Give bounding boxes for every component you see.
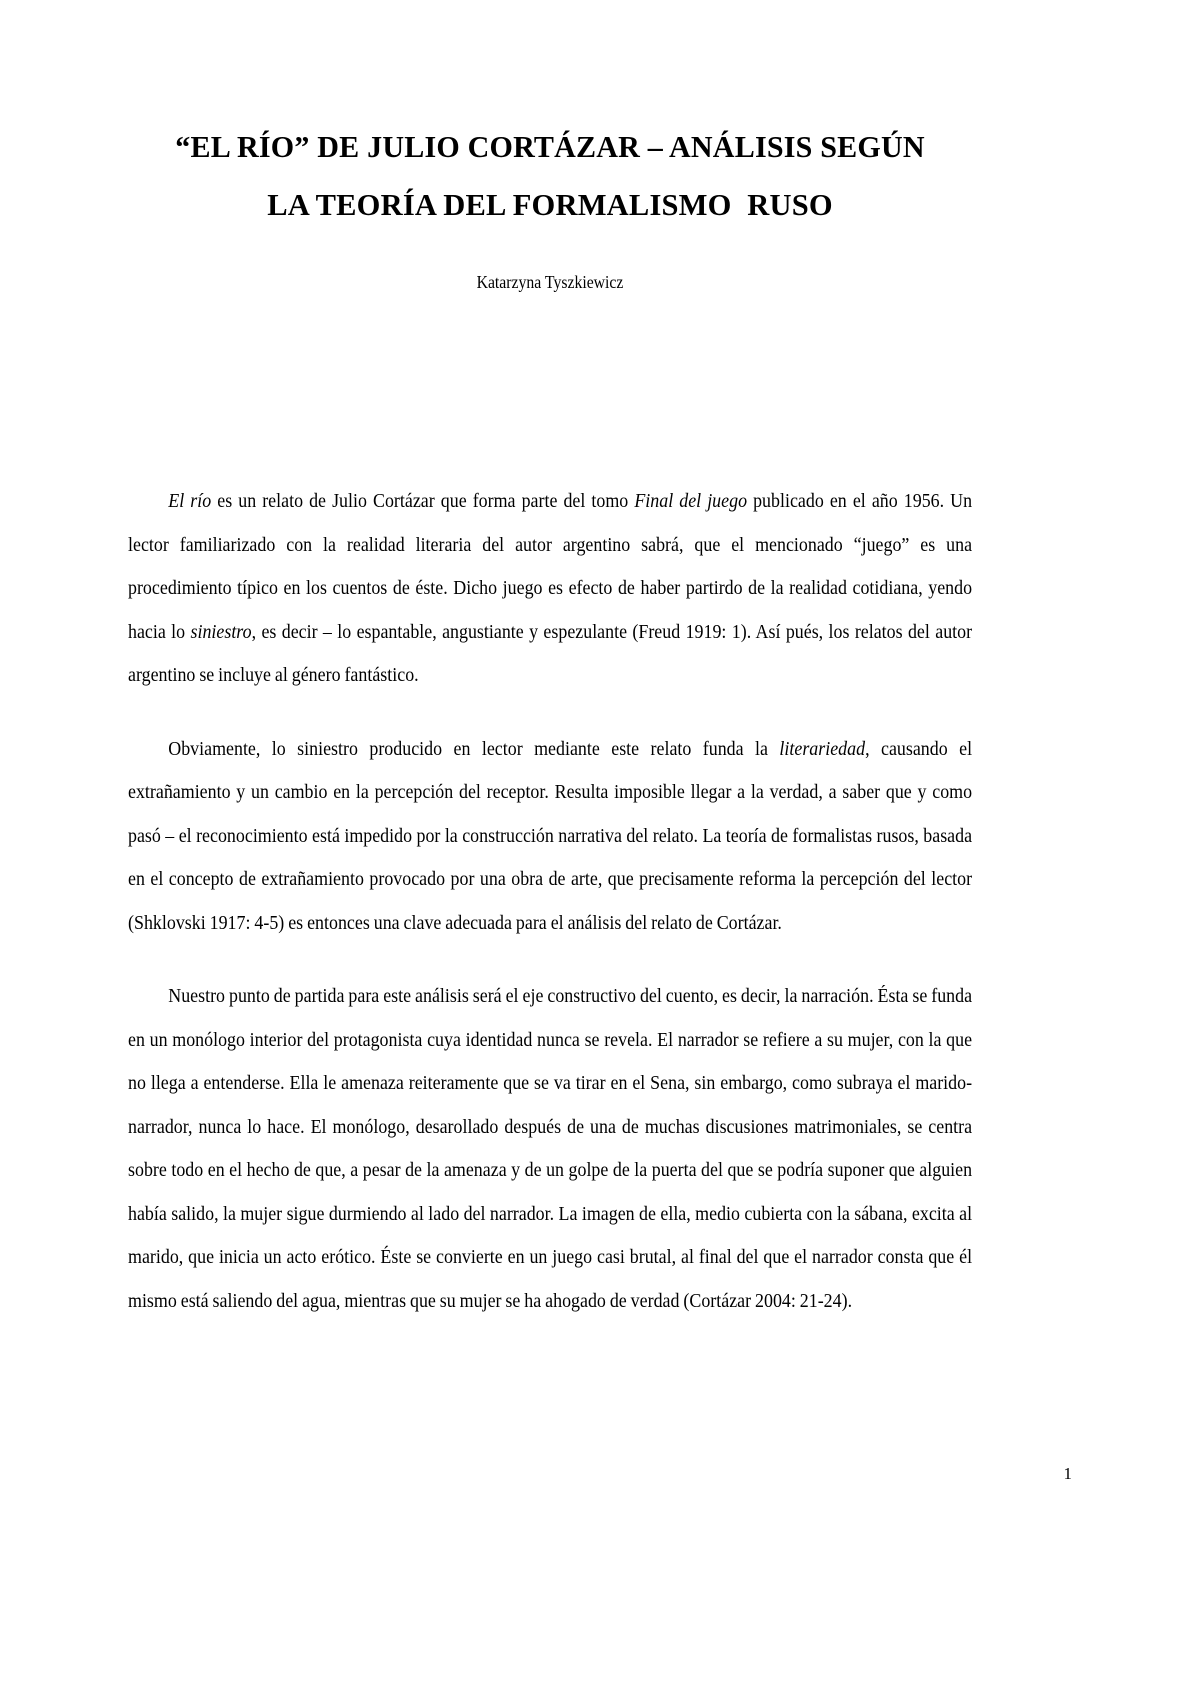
paragraph-3: Nuestro punto de partida para este análisis será el eje constructivo del cuento, es decir, la narración. Ésta se funda en un monólogo interior del protagonista cuya identidad nunca se revela. El narrador se refiere a su mujer, con la que no llega a entenderse. Ella le amenaza reiteramente que se va tirar en el Sena, sin embargo, como subraya el marido-narrador, nunca lo hace. El monólogo, desarollado después de una de muchas discusiones matrimoniales, se centra sobre todo en el hecho de que, a pesar de la amenaza y de un golpe de la puerta del que se podría suponer que alguien había salido, la mujer sigue durmiendo al lado del narrador. La imagen de ella, medio cubierta con la sábana, excita al marido, que inicia un acto erótico. Éste se convierte en un juego casi brutal, al final del que el narrador consta que él mismo está saliendo del agua, mientras que su mujer se ha ahogado de verdad (Cortázar 2004: 21-24). [128, 986, 973, 1312]
page-content [128, 0, 972, 1323]
page-number: 1 [1063, 1464, 1072, 1483]
paragraph-2-italic-run-1: literariedad [779, 738, 866, 760]
page-title [128, 0, 972, 234]
body-text [128, 294, 972, 1323]
paragraph-1-italic-run-0: El río [168, 491, 212, 512]
page-title-line-1: “EL RÍO” DE JULIO CORTÁZAR – ANÁLISIS SEGÚN [175, 130, 925, 164]
page-title-line-2: LA TEORÍA DEL FORMALISMO RUSO [267, 188, 833, 222]
paragraph-2: Obviamente, lo siniestro producido en lector mediante este relato funda la literariedad, causando el extrañamiento y un cambio en la percepción del receptor. Resulta imposible llegar a la verdad, a saber que y como pasó – el reconocimiento está impedido por la construcción narrativa del relato. La teoría de formalistas rusos, basada en el concepto de extrañamiento provocado por una obra de arte, que precisamente reforma la percepción del lector (Shklovski 1917: 4-5) es entonces una clave adecuada para el análisis del relato de Cortázar. [128, 738, 973, 934]
author-name: Katarzyna Tyszkiewicz [476, 272, 624, 292]
paragraph-1-italic-run-4: siniestro [190, 621, 252, 643]
paragraph-1-italic-run-2: Final del juego [634, 491, 748, 512]
paragraph-1: El río es un relato de Julio Cortázar que forma parte del tomo Final del juego publicado en el año 1956. Un lector familiarizado con la realidad literaria del autor argentino sabrá, que el mencionado “juego” es una procedimiento típico en los cuentos de éste. Dicho juego es efecto de haber partirdo de la realidad cotidiana, yendo hacia lo siniestro, es decir – lo espantable, angustiante y espezulante (Freud 1919: 1). Así pués, los relatos del autor argentino se incluye al género fantástico. [128, 491, 973, 686]
